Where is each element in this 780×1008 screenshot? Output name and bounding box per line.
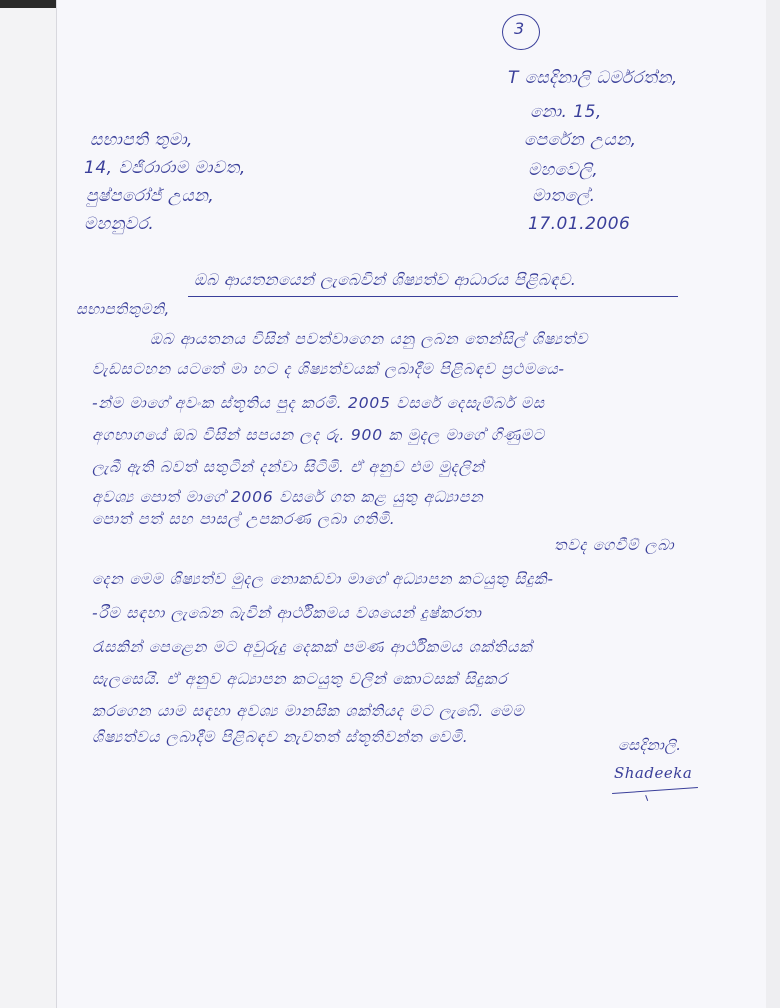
body-line: ලැබී ඇති බවත් සතුටින් දන්වා සිටිමි. ඒ අනුව එම මුදලින් — [92, 458, 485, 476]
letter-date: 17.01.2006 — [528, 214, 631, 234]
scan-margin-right — [766, 0, 780, 1008]
sender-town: මහවෙලි, — [528, 160, 599, 180]
letter-subject: ඔබ ආයතනයෙන් ලැබෙවින් ශිෂ්‍යත්ව ආධාරය පිළිබඳව. — [194, 270, 577, 289]
page-number: 3 — [514, 19, 525, 38]
salutation: සභාපතිතුමනි, — [76, 300, 170, 318]
body-line: ශිෂ්‍යත්වය ලබාදීම පිළිබඳව නැවතත් ස්තූතිවන්ත වෙමි. — [92, 728, 469, 746]
sender-street: පෙරේන උයන, — [524, 130, 637, 150]
body-line: තවද ගෙවීම් ලබා — [554, 536, 675, 554]
body-line: -රීම සඳහා ලැබෙන බැවින් ආර්ථිකමය වශයෙන් දුෂ්කරතා — [92, 604, 482, 622]
scan-margin-left — [0, 0, 56, 1008]
body-line: අගභාගයේ ඔබ විසින් සපයන ලද රු. 900 ක මුදල මාගේ ගිණුමට — [92, 426, 545, 444]
body-line: කරගෙන යාම සඳහා අවශ්‍ය මානසික ශක්තියද මට ලැබේ. මෙම — [92, 702, 525, 720]
body-line: ඔබ ආයතනය විසින් පවත්වාගෙන යනු ලබන තෙන්සිල් ශිෂ්‍යත්ව — [150, 330, 589, 348]
body-line: -න්ම මාගේ අවංක ස්තූතිය පුද කරමි. 2005 වසරේ දෙසැම්බර් මස — [92, 394, 545, 412]
sender-house-number: නො. 15, — [530, 102, 602, 122]
sender-city: මාතලේ. — [532, 186, 596, 206]
scan-edge-mark — [0, 0, 56, 8]
handwritten-signature: Shadeeka — [614, 764, 693, 782]
body-line: රැසකින් පෙළෙන මට අවුරුදු දෙකක් පමණ ආර්ථිකමය ශක්තියක් — [92, 638, 533, 656]
recipient-area: පුෂ්පරෝජ් උයන, — [86, 186, 215, 206]
body-line: වැඩසටහන යටතේ මා හට ද ශිෂ්‍යත්වයක් ලබාදීම පිළිබඳව ප්‍රථමයෙ- — [92, 360, 565, 378]
body-line: දෙන මෙම ශිෂ්‍යත්ව මුදල නොකඩවා මාගේ අධ්‍යාපන කටයුතු සිදුකි- — [92, 570, 554, 588]
recipient-title: සභාපති තුමා, — [90, 130, 193, 150]
body-line: පොත් පත් සහ පාසල් උපකරණ ලබා ගතිමි. — [92, 510, 396, 528]
body-line: අවශ්‍ය පොත් මාගේ 2006 වසරේ ගත කළ යුතු අධ්‍යාපන — [92, 488, 484, 506]
subject-underline — [188, 296, 678, 297]
closing-name: සෙදිනාලි. — [618, 736, 682, 754]
recipient-street: 14, වජිරාරාම මාවත, — [84, 158, 246, 178]
body-line: සැලසෙයි. ඒ අනුව අධ්‍යාපන කටයුතු වලින් කොටසක් සිදුකර — [92, 670, 508, 688]
recipient-city: මහනුවර. — [84, 214, 155, 234]
sender-name: T සෙදිනාලි ධර්මරත්න, — [508, 68, 678, 88]
